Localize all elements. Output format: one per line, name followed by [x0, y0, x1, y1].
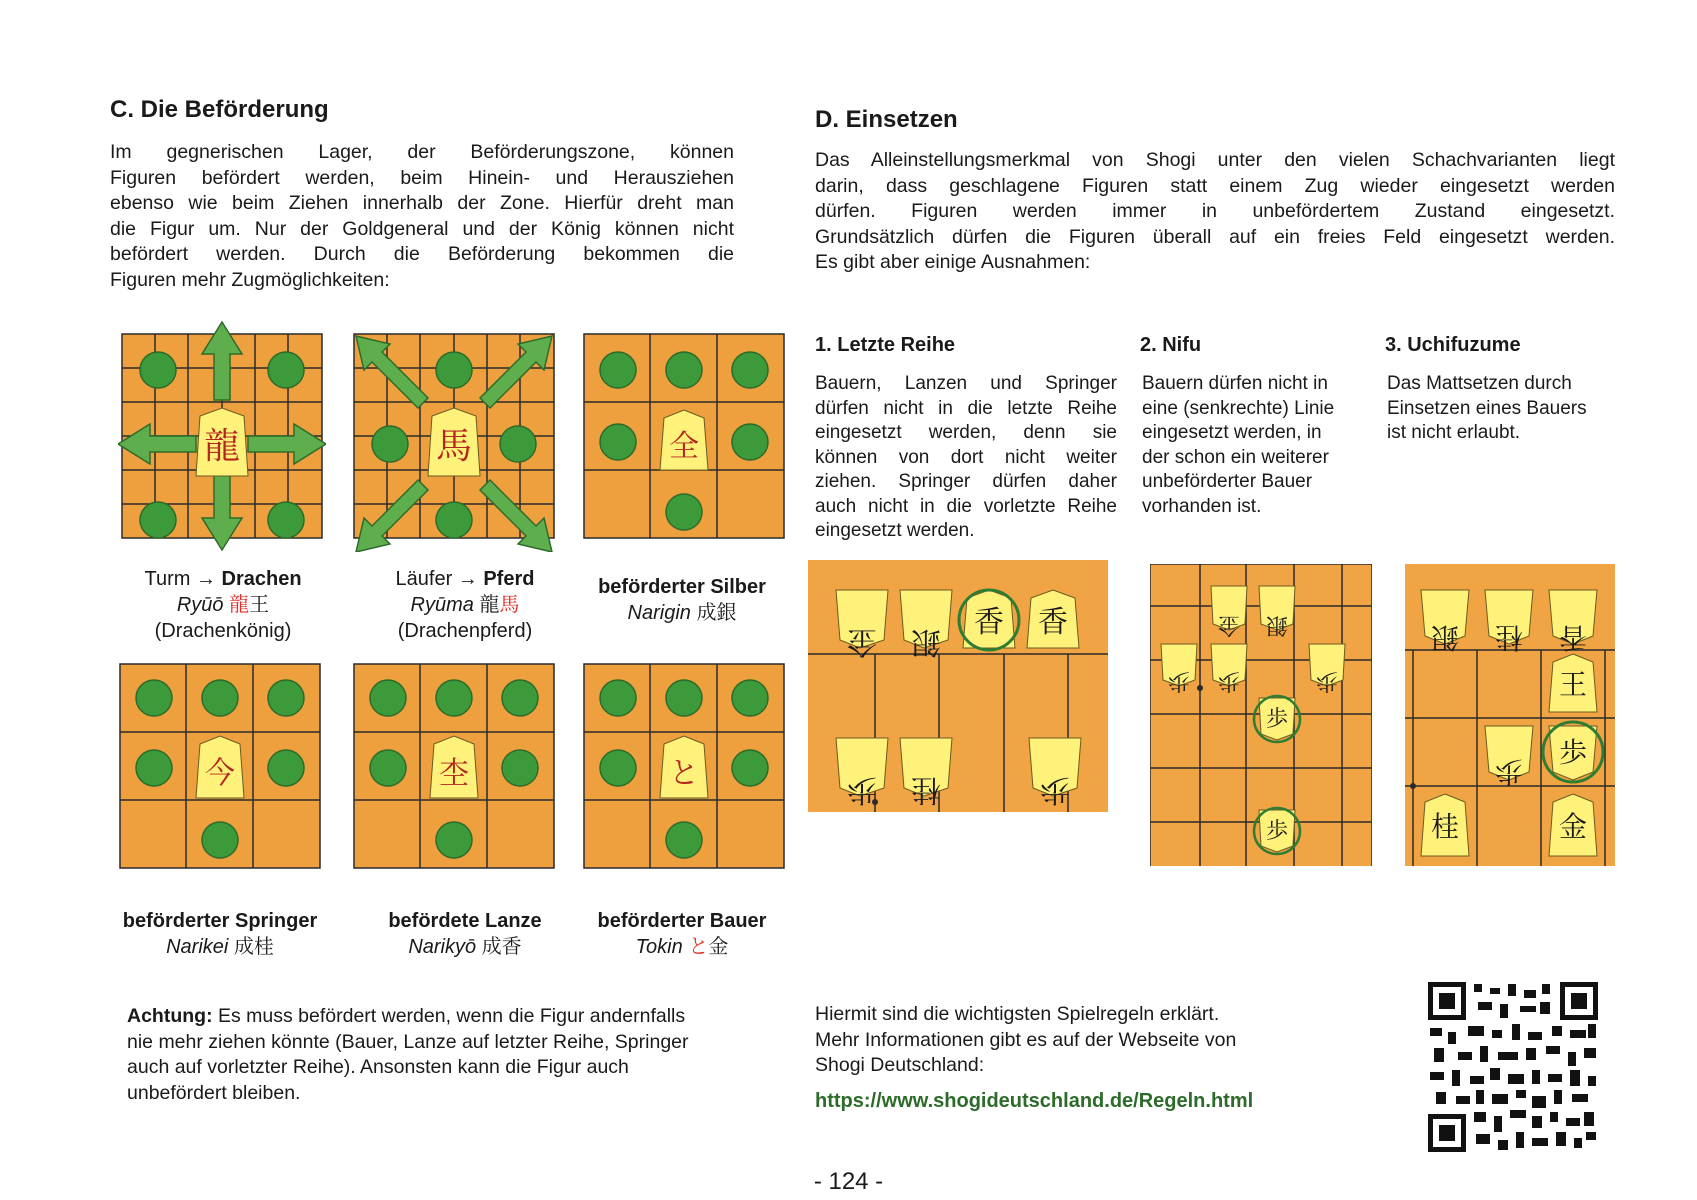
uchifuzume-diagram: [1405, 564, 1615, 866]
rule-line: der schon ein weiterer: [1142, 446, 1329, 468]
intro-line: Figuren mehr Zugmöglichkeiten:: [110, 268, 390, 291]
board-piece: 桂: [1494, 621, 1524, 654]
closing-text: [815, 1002, 1295, 1079]
caption-bold: beförderter Silber: [598, 576, 766, 598]
board-piece: 桂: [1430, 810, 1460, 843]
board-piece: 香: [1558, 621, 1588, 654]
intro-line: Im gegnerischen Lager, der Beförderungszone, können: [110, 141, 734, 163]
rule-2-text: [1142, 372, 1372, 519]
rule-line: Bauern dürfen nicht in: [1142, 373, 1328, 394]
rule-2-title: 2. Nifu: [1140, 334, 1202, 356]
board-piece: 歩: [1167, 668, 1191, 693]
board-piece: 歩: [1265, 707, 1289, 732]
caption-bold: beförderter Bauer: [597, 910, 767, 932]
note-line: unbefördert bleiben.: [127, 1081, 301, 1104]
rule-1-text: [815, 372, 1117, 544]
section-c-title: C. Die Beförderung: [110, 96, 329, 123]
board-piece: 香: [1038, 605, 1068, 640]
qr-code: [1428, 982, 1598, 1152]
rule-line: können von dort nicht weiter: [815, 446, 1117, 468]
intro-line: Figuren befördert werden, beim Hinein- und Herausziehen: [110, 166, 734, 189]
caption-kanji: 成桂: [233, 936, 274, 958]
intro-line: die Figur um. Nur der Goldgeneral und der König können nicht: [110, 217, 734, 240]
board-piece: 銀: [911, 624, 941, 659]
note-line: auch auf vorletzter Reihe). Ansonsten kann die Figur auch: [127, 1056, 629, 1078]
intro-line: Es gibt aber einige Ausnahmen:: [815, 251, 1091, 273]
caption-kanji: 成香: [481, 936, 522, 958]
closing-line: Hiermit sind die wichtigsten Spielregeln erklärt.: [815, 1003, 1220, 1025]
rule-1-title: 1. Letzte Reihe: [815, 334, 956, 356]
rule-3-title: 3. Uchifuzume: [1385, 334, 1521, 356]
board-piece: 今: [205, 756, 235, 791]
tokin-diagram: [580, 650, 788, 882]
caption-romaji: Ryūō: [176, 594, 224, 616]
caption-dragon: [108, 566, 338, 644]
board-piece: 香: [974, 605, 1004, 640]
promoted-lance-diagram: [350, 650, 558, 882]
last-row-diagram: [808, 560, 1108, 812]
section-c-intro: [110, 140, 734, 293]
note-line: nie mehr ziehen könnte (Bauer, Lanze auf letzter Reihe, Springer: [127, 1030, 689, 1053]
intro-line: dürfen. Figuren werden immer in unbefördertem Zustand eingesetzt.: [815, 200, 1615, 222]
promoted-silver-diagram: [580, 320, 788, 552]
section-d-title: D. Einsetzen: [815, 106, 958, 133]
caption-kanji-red: 龍: [229, 594, 250, 616]
note-label: Achtung:: [127, 1005, 213, 1027]
horse-diagram: [350, 320, 558, 552]
rule-line: dürfen nicht in die letzte Reihe: [815, 397, 1117, 419]
board-piece: 銀: [1430, 621, 1460, 654]
caption-lance: [350, 908, 580, 960]
caption-horse: [350, 566, 580, 644]
rule-line: eingesetzt werden, denn sie: [815, 422, 1117, 443]
rule-line: eingesetzt werden, in: [1142, 422, 1322, 443]
rule-line: eine (senkrechte) Linie: [1142, 397, 1335, 419]
caption-knight: [100, 908, 340, 960]
caption-prefix: Turm →: [144, 568, 222, 590]
board-piece: 銀: [1265, 612, 1289, 637]
board-piece: 歩: [1217, 668, 1241, 693]
intro-line: Das Alleinstellungsmerkmal von Shogi unter den vielen Schachvarianten liegt: [815, 149, 1615, 171]
caption-prefix: Läufer →: [395, 568, 484, 590]
rule-line: ziehen. Springer dürfen daher: [815, 471, 1117, 492]
caption-meaning: (Drachenkönig): [154, 620, 292, 642]
rule-3-text: [1387, 372, 1637, 446]
caption-kanji-red: 馬: [499, 594, 520, 616]
board-piece: 金: [847, 624, 877, 659]
nifu-diagram: [1150, 564, 1372, 866]
board-piece: 桂: [911, 772, 941, 807]
closing-line: Mehr Informationen gibt es auf der Webseite von: [815, 1028, 1237, 1051]
rule-line: ist nicht erlaubt.: [1387, 422, 1521, 443]
caption-romaji: Narikyō: [408, 936, 477, 958]
caption-kanji: 龍: [479, 594, 500, 616]
rule-line: Bauern, Lanzen und Springer: [815, 373, 1117, 394]
board-piece: 馬: [435, 426, 473, 467]
dragon-diagram: [118, 320, 326, 552]
caption-romaji: Tokin: [635, 936, 683, 958]
caption-pawn: [572, 908, 792, 960]
caption-meaning: (Drachenpferd): [397, 620, 533, 642]
caption-kanji-red: と: [688, 936, 709, 958]
caption-kanji: 王: [249, 594, 270, 616]
caption-bold: befördete Lanze: [388, 910, 542, 932]
page-number: - 124 -: [813, 1168, 884, 1195]
section-d-intro: [815, 148, 1615, 276]
board-piece: 金: [1558, 810, 1588, 843]
board-piece: 歩: [1315, 668, 1339, 693]
rule-line: Das Mattsetzen durch: [1387, 373, 1572, 394]
rules-url-link[interactable]: https://www.shogideutschland.de/Regeln.html: [815, 1090, 1254, 1112]
board-piece: 歩: [1265, 819, 1289, 844]
rule-line: vorhanden ist.: [1142, 495, 1262, 517]
board-piece: 全: [669, 429, 699, 464]
rule-line: unbeförderter Bauer: [1142, 471, 1313, 492]
caption-bold: Pferd: [483, 568, 535, 590]
board-piece: と: [669, 756, 699, 791]
board-piece: 杢: [439, 756, 469, 791]
intro-line: Grundsätzlich dürfen die Figuren überall auf ein freies Feld eingesetzt werden.: [815, 225, 1615, 248]
note-line: Es muss befördert werden, wenn die Figur andernfalls: [217, 1005, 686, 1027]
caption-bold: Drachen: [221, 568, 302, 590]
board-piece: 歩: [1558, 736, 1588, 769]
rule-line: Einsetzen eines Bauers: [1387, 397, 1587, 419]
note-achtung: [127, 1004, 777, 1106]
caption-kanji: 成銀: [696, 602, 737, 624]
closing-line: Shogi Deutschland:: [815, 1054, 985, 1076]
rule-line: auch nicht in die vorletzte Reihe: [815, 495, 1117, 517]
caption-romaji: Narikei: [166, 936, 229, 958]
intro-line: befördert werden. Durch die Beförderung bekommen die: [110, 243, 734, 265]
caption-silver: [572, 574, 792, 626]
caption-romaji: Narigin: [627, 602, 691, 624]
rule-line: eingesetzt werden.: [815, 520, 975, 541]
board-piece: 歩: [847, 772, 877, 807]
board-piece: 龍: [203, 426, 241, 467]
board-piece: 金: [1217, 612, 1241, 637]
board-piece: 歩: [1040, 772, 1070, 807]
caption-romaji: Ryūma: [410, 594, 474, 616]
promoted-knight-diagram: [116, 650, 324, 882]
intro-line: ebenso wie beim Ziehen innerhalb der Zone. Hierfür dreht man: [110, 192, 734, 214]
board-piece: 王: [1558, 668, 1588, 701]
caption-bold: beförderter Springer: [122, 910, 318, 932]
caption-kanji: 金: [708, 936, 729, 958]
board-piece: 歩: [1494, 755, 1524, 788]
intro-line: darin, dass geschlagene Figuren statt einem Zug wieder eingesetzt werden: [815, 174, 1615, 197]
